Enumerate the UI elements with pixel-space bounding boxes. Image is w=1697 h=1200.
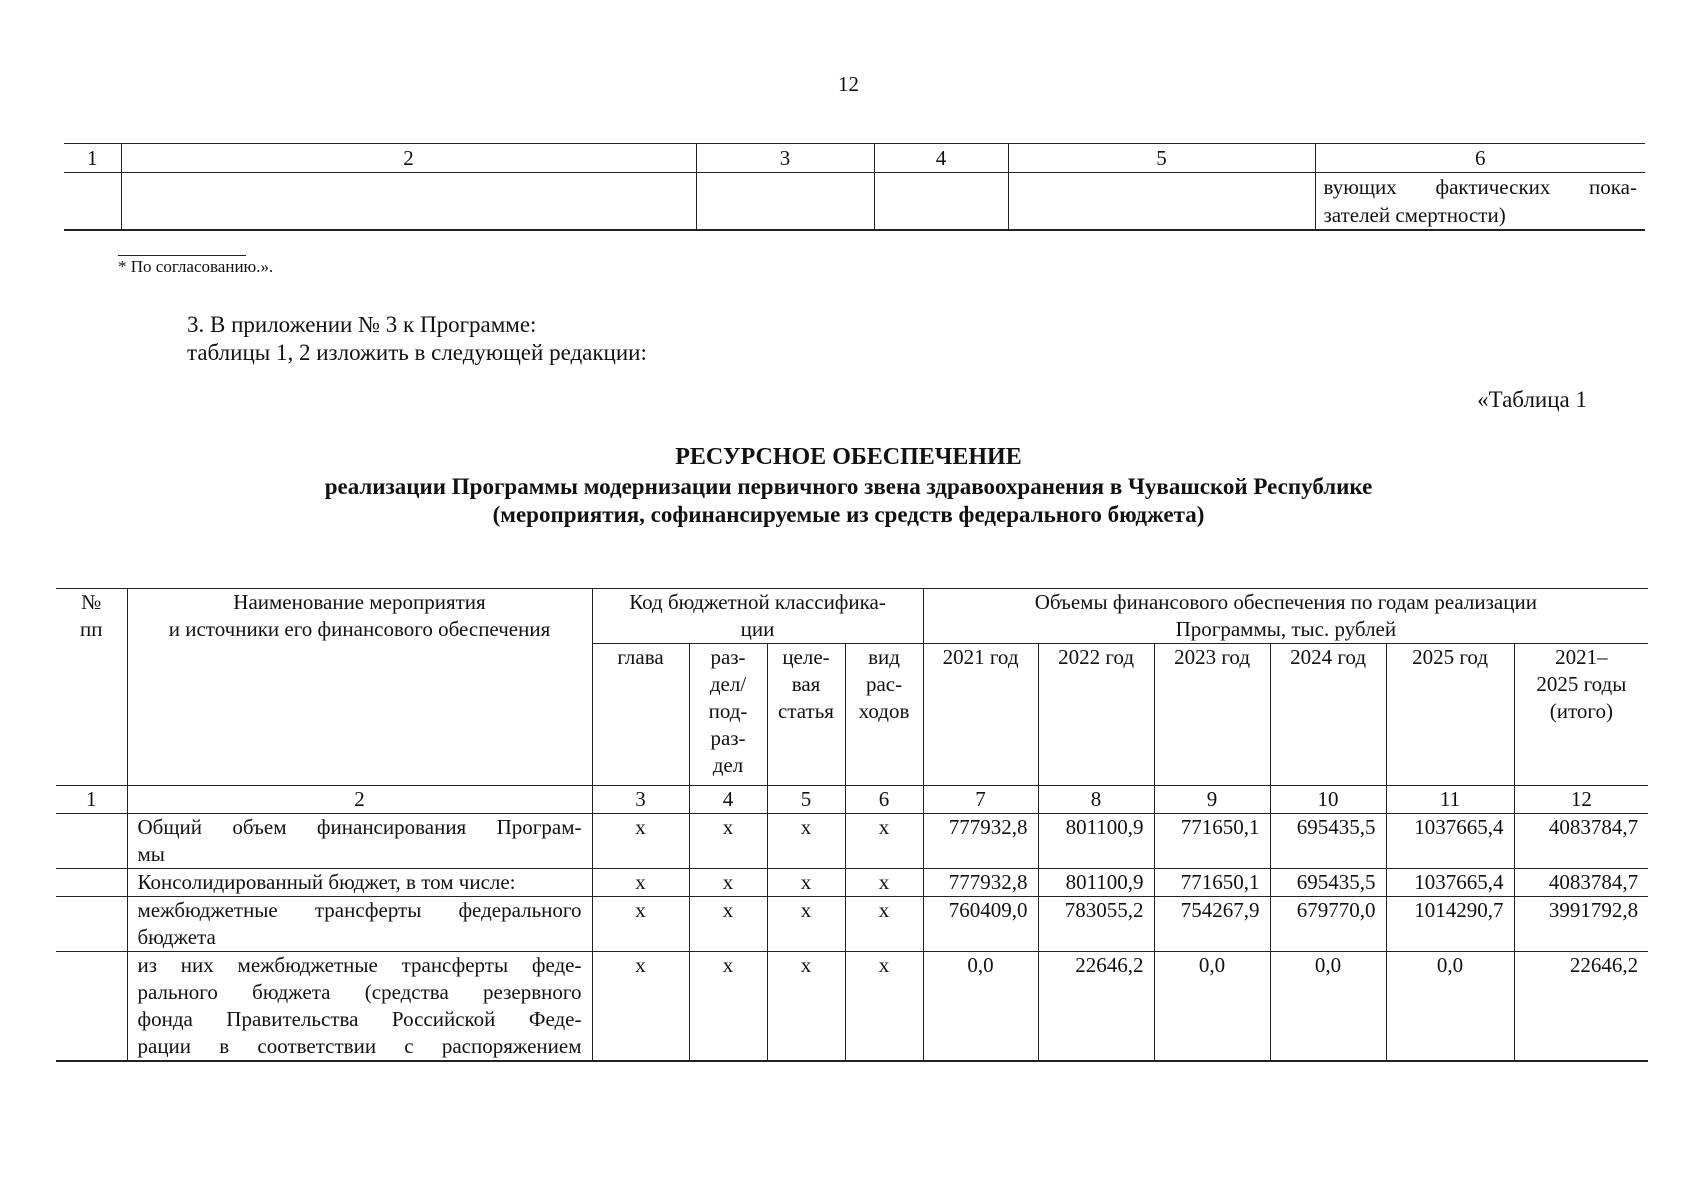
page-number: 12 (838, 72, 859, 96)
header-total-line: (итого) (1549, 699, 1613, 723)
cont-text-line-2: зателей смертности) (1323, 203, 1506, 227)
cont-col-6: 6 (1315, 144, 1645, 173)
value-2025: 1037665,4 (1386, 869, 1514, 897)
header-statya-line: вая (791, 672, 821, 696)
header-name (127, 589, 592, 786)
code-statya: х (767, 869, 845, 897)
code-razdel: х (689, 952, 767, 1062)
header-volumes-line-1: Объемы финансового обеспечения по годам реализации (1034, 590, 1537, 614)
row-name (127, 952, 592, 1062)
row-name-line: из них межбюджетные трансферты феде- (137, 953, 582, 977)
footnote: * По согласованию.». (118, 257, 274, 276)
table-row (56, 814, 1648, 869)
header-number (56, 589, 127, 786)
cont-col-1: 1 (64, 144, 121, 173)
col-number: 1 (56, 786, 127, 814)
table-title: РЕСУРСНОЕ ОБЕСПЕЧЕНИЕ (675, 444, 1022, 470)
col-number: 8 (1038, 786, 1154, 814)
value-2025: 1037665,4 (1386, 814, 1514, 869)
header-row-1 (56, 589, 1648, 644)
cont-text-line-1: вующих фактических пока- (1323, 175, 1637, 199)
row-name-line: мы (137, 842, 165, 866)
header-year-2022: 2022 год (1038, 644, 1154, 786)
code-vid: х (845, 897, 923, 952)
cont-cell (64, 173, 121, 231)
header-total-line: 2025 годы (1536, 672, 1627, 696)
instruction-line-2: таблицы 1, 2 изложить в следующей редакции: (187, 340, 647, 365)
instruction-line-1: 3. В приложении № 3 к Программе: (187, 312, 537, 337)
value-2025: 0,0 (1386, 952, 1514, 1062)
column-number-row (56, 786, 1648, 814)
value-2023: 771650,1 (1154, 869, 1270, 897)
header-vid-line: рас- (865, 672, 903, 696)
col-number: 4 (689, 786, 767, 814)
table-subtitle-2: (мероприятия, софинансируемые из средств федерального бюджета) (492, 502, 1205, 527)
cont-col-2: 2 (121, 144, 696, 173)
table-row (56, 952, 1648, 1062)
header-glava: глава (592, 644, 689, 786)
row-number (56, 952, 127, 1062)
header-volumes (923, 589, 1648, 644)
value-2021: 760409,0 (923, 897, 1038, 952)
value-2024: 679770,0 (1270, 897, 1386, 952)
value-2025: 1014290,7 (1386, 897, 1514, 952)
table-row (56, 897, 1648, 952)
header-razdel-line: дел (712, 753, 744, 777)
value-2021: 0,0 (923, 952, 1038, 1062)
header-year-2024: 2024 год (1270, 644, 1386, 786)
code-statya: х (767, 897, 845, 952)
col-number: 3 (592, 786, 689, 814)
value-2022: 801100,9 (1038, 814, 1154, 869)
header-code-line-2: ции (740, 617, 775, 641)
cont-col-4: 4 (874, 144, 1008, 173)
header-statya-line: статья (778, 699, 834, 723)
header-vid-line: вид (868, 645, 900, 669)
code-glava: х (592, 869, 689, 897)
value-2021: 777932,8 (923, 814, 1038, 869)
col-number: 5 (767, 786, 845, 814)
header-name-line-1: Наименование мероприятия (233, 590, 486, 614)
header-razdel (689, 644, 767, 786)
code-vid: х (845, 814, 923, 869)
header-statya-line: целе- (782, 645, 830, 669)
col-number: 10 (1270, 786, 1386, 814)
code-statya: х (767, 814, 845, 869)
row-name-line: Общий объем финансирования Програм- (137, 815, 582, 839)
header-razdel-line: под- (708, 699, 748, 723)
header-vid (845, 644, 923, 786)
header-number-line-2: пп (80, 617, 103, 641)
col-number: 2 (127, 786, 592, 814)
cont-cell (696, 173, 874, 231)
header-total (1514, 644, 1648, 786)
row-name-line: рального бюджета (средства резервного (137, 980, 582, 1004)
header-razdel-line: раз- (710, 726, 746, 750)
row-name-line: бюджета (137, 925, 216, 949)
value-2023: 0,0 (1154, 952, 1270, 1062)
code-vid: х (845, 869, 923, 897)
value-2022: 22646,2 (1038, 952, 1154, 1062)
resource-table (56, 588, 1648, 1062)
cont-cell-text (1315, 173, 1645, 231)
header-statya (767, 644, 845, 786)
col-number: 6 (845, 786, 923, 814)
col-number: 7 (923, 786, 1038, 814)
value-2024: 0,0 (1270, 952, 1386, 1062)
value-total: 4083784,7 (1514, 814, 1648, 869)
continuation-header-row (64, 144, 1645, 173)
header-name-line-2: и источники его финансового обеспечения (168, 617, 551, 641)
code-razdel: х (689, 869, 767, 897)
row-name (127, 869, 592, 897)
cont-col-3: 3 (696, 144, 874, 173)
row-name (127, 897, 592, 952)
continuation-table (64, 143, 1645, 231)
header-vid-line: ходов (858, 699, 910, 723)
row-name-line: Консолидированный бюджет, в том числе: (137, 870, 516, 894)
row-name (127, 814, 592, 869)
row-name-line: фонда Правительства Российской Феде- (137, 1007, 582, 1031)
value-2022: 783055,2 (1038, 897, 1154, 952)
header-budget-code (592, 589, 923, 644)
table-label: «Таблица 1 (1477, 387, 1587, 412)
header-number-line-1: № (81, 590, 102, 614)
code-glava: х (592, 952, 689, 1062)
value-total: 3991792,8 (1514, 897, 1648, 952)
header-code-line-1: Код бюджетной классифика- (629, 590, 886, 614)
cont-cell (874, 173, 1008, 231)
header-year-2021: 2021 год (923, 644, 1038, 786)
value-2024: 695435,5 (1270, 814, 1386, 869)
value-2024: 695435,5 (1270, 869, 1386, 897)
cont-col-5: 5 (1008, 144, 1315, 173)
row-number (56, 814, 127, 869)
header-year-2023: 2023 год (1154, 644, 1270, 786)
header-total-line: 2021– (1555, 645, 1608, 669)
value-2021: 777932,8 (923, 869, 1038, 897)
cont-cell (1008, 173, 1315, 231)
table-row (56, 869, 1648, 897)
col-number: 9 (1154, 786, 1270, 814)
code-glava: х (592, 897, 689, 952)
code-vid: х (845, 952, 923, 1062)
col-number: 12 (1514, 786, 1648, 814)
table-subtitle-1: реализации Программы модернизации первичного звена здравоохранения в Чувашской Республике (324, 474, 1373, 499)
header-year-2025: 2025 год (1386, 644, 1514, 786)
row-name-line: межбюджетные трансферты федерального (137, 898, 582, 922)
row-number (56, 897, 127, 952)
value-2023: 771650,1 (1154, 814, 1270, 869)
value-total: 22646,2 (1514, 952, 1648, 1062)
code-statya: х (767, 952, 845, 1062)
code-razdel: х (689, 814, 767, 869)
header-razdel-line: раз- (710, 645, 746, 669)
continuation-data-row (64, 173, 1645, 231)
code-glava: х (592, 814, 689, 869)
footnote-separator (118, 255, 246, 256)
col-number: 11 (1386, 786, 1514, 814)
code-razdel: х (689, 897, 767, 952)
header-razdel-line: дел/ (709, 672, 747, 696)
value-2022: 801100,9 (1038, 869, 1154, 897)
value-2023: 754267,9 (1154, 897, 1270, 952)
value-total: 4083784,7 (1514, 869, 1648, 897)
cont-cell (121, 173, 696, 231)
header-volumes-line-2: Программы, тыс. рублей (1175, 617, 1397, 641)
row-name-line: рации в соответствии с распоряжением (137, 1034, 582, 1058)
row-number (56, 869, 127, 897)
